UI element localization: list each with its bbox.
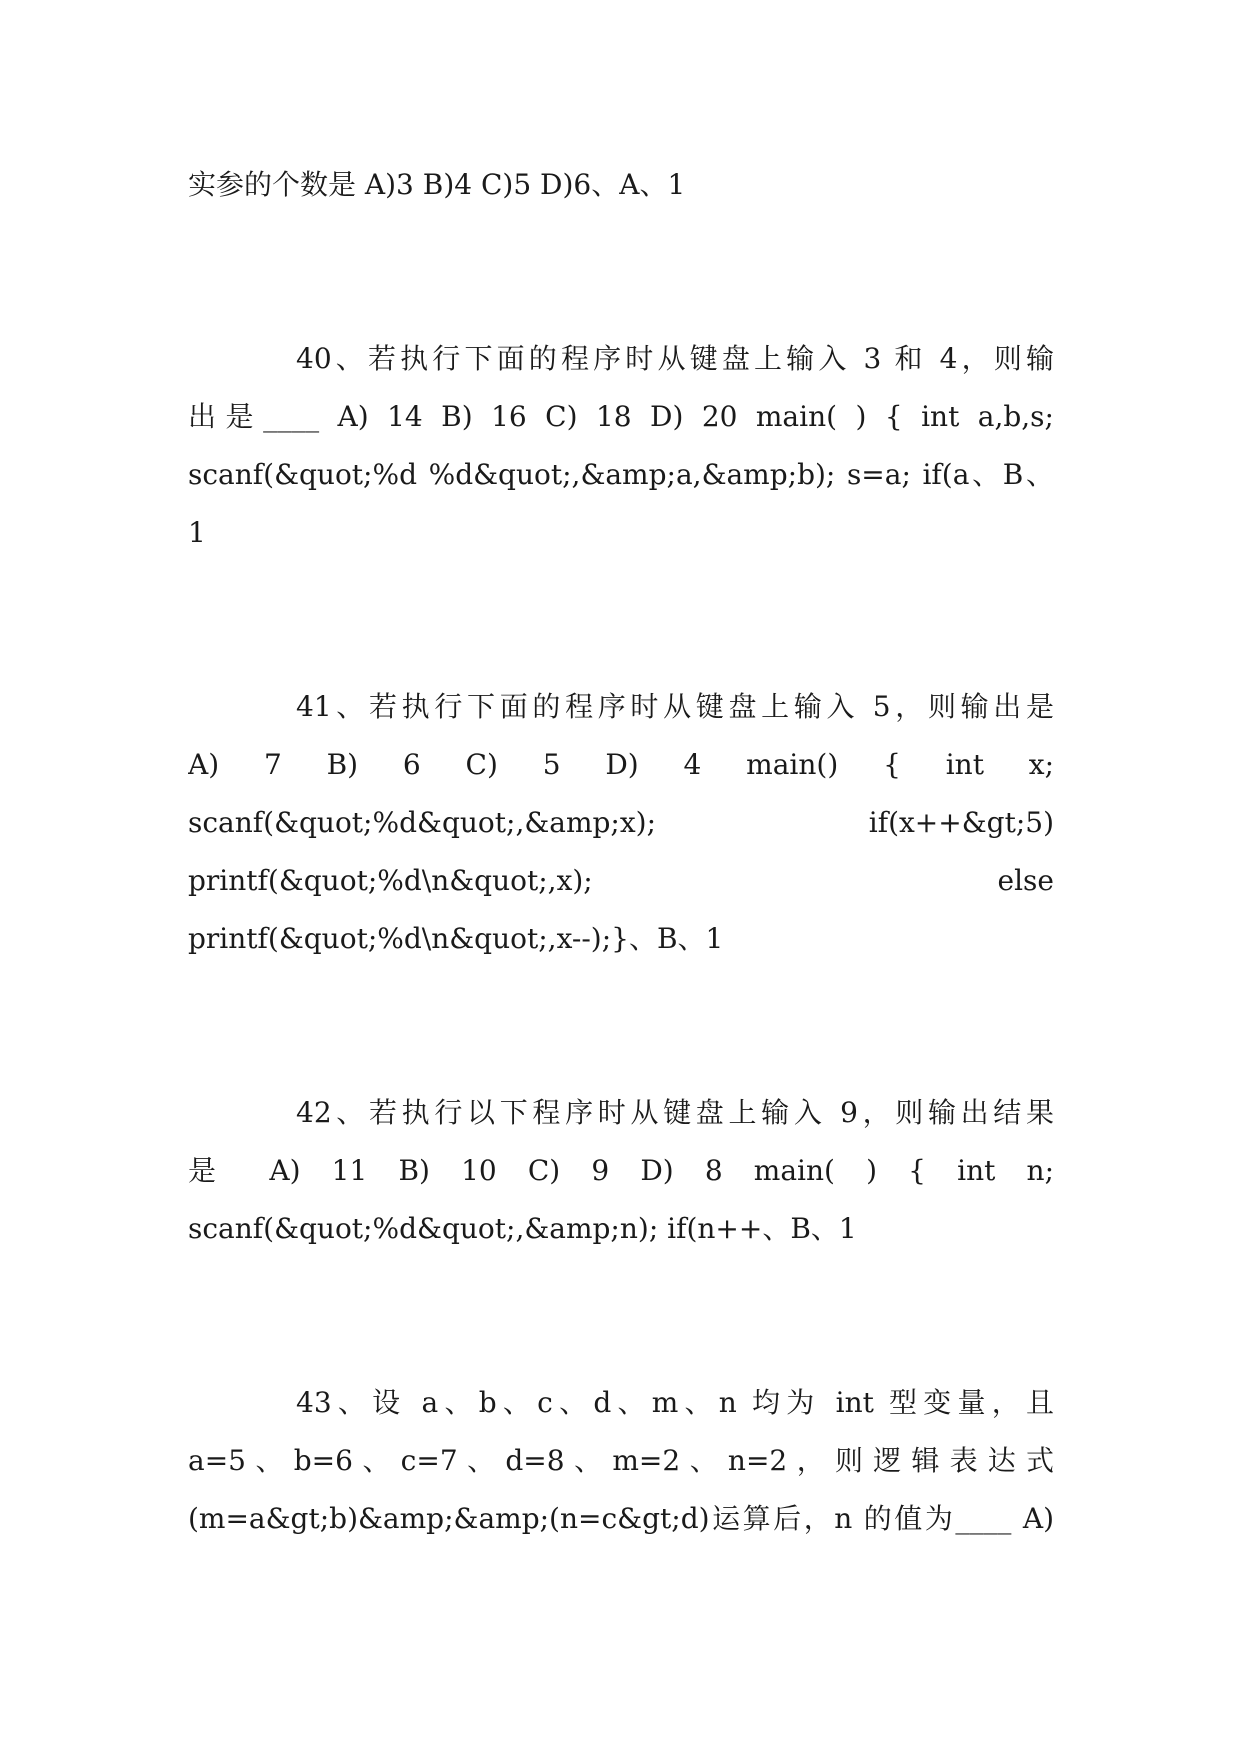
question-42-line-3: scanf(&quot;%d&quot;,&amp;n); if(n++、B、1 [188, 1212, 857, 1245]
question-41-line-2: A) 7 B) 6 C) 5 D) 4 main() { int x; [188, 748, 1054, 781]
question-40-line-4: 1 [188, 516, 206, 549]
question-41-line-3: scanf(&quot;%d&quot;,&amp;x); if(x++&gt;5) [188, 806, 1054, 839]
text-line-1: 实参的个数是 A)3 B)4 C)5 D)6、A、1 [188, 168, 686, 201]
question-40-line-2: 出是____ A) 14 B) 16 C) 18 D) 20 main( ) { int a,b,s; [188, 400, 1054, 433]
question-43-line-3: (m=a&gt;b)&amp;&amp;(n=c&gt;d)运算后，n 的值为____ A) [188, 1502, 1054, 1535]
question-40-heading: 40、若执行下面的程序时从键盘上输入 3 和 4，则输 [296, 342, 1054, 375]
question-41-line-5: printf(&quot;%d\n&quot;,x--);}、B、1 [188, 922, 724, 955]
question-42-line-2: 是 A) 11 B) 10 C) 9 D) 8 main( ) { int n; [188, 1154, 1054, 1187]
question-42-heading: 42、若执行以下程序时从键盘上输入 9，则输出结果 [296, 1096, 1054, 1129]
question-41-heading: 41、若执行下面的程序时从键盘上输入 5，则输出是 [296, 690, 1054, 723]
question-40-line-3: scanf(&quot;%d %d&quot;,&amp;a,&amp;b); s=a; if(a、B、 [188, 458, 1054, 491]
question-43-heading: 43、设 a、b、c、d、m、n 均为 int 型变量，且 [296, 1386, 1054, 1419]
question-41-line-4: printf(&quot;%d\n&quot;,x); else [188, 864, 1054, 897]
question-43-line-2: a=5 、 b=6 、 c=7 、 d=8 、 m=2 、 n=2 ， 则 逻 辑 表 达 式 [188, 1444, 1054, 1477]
